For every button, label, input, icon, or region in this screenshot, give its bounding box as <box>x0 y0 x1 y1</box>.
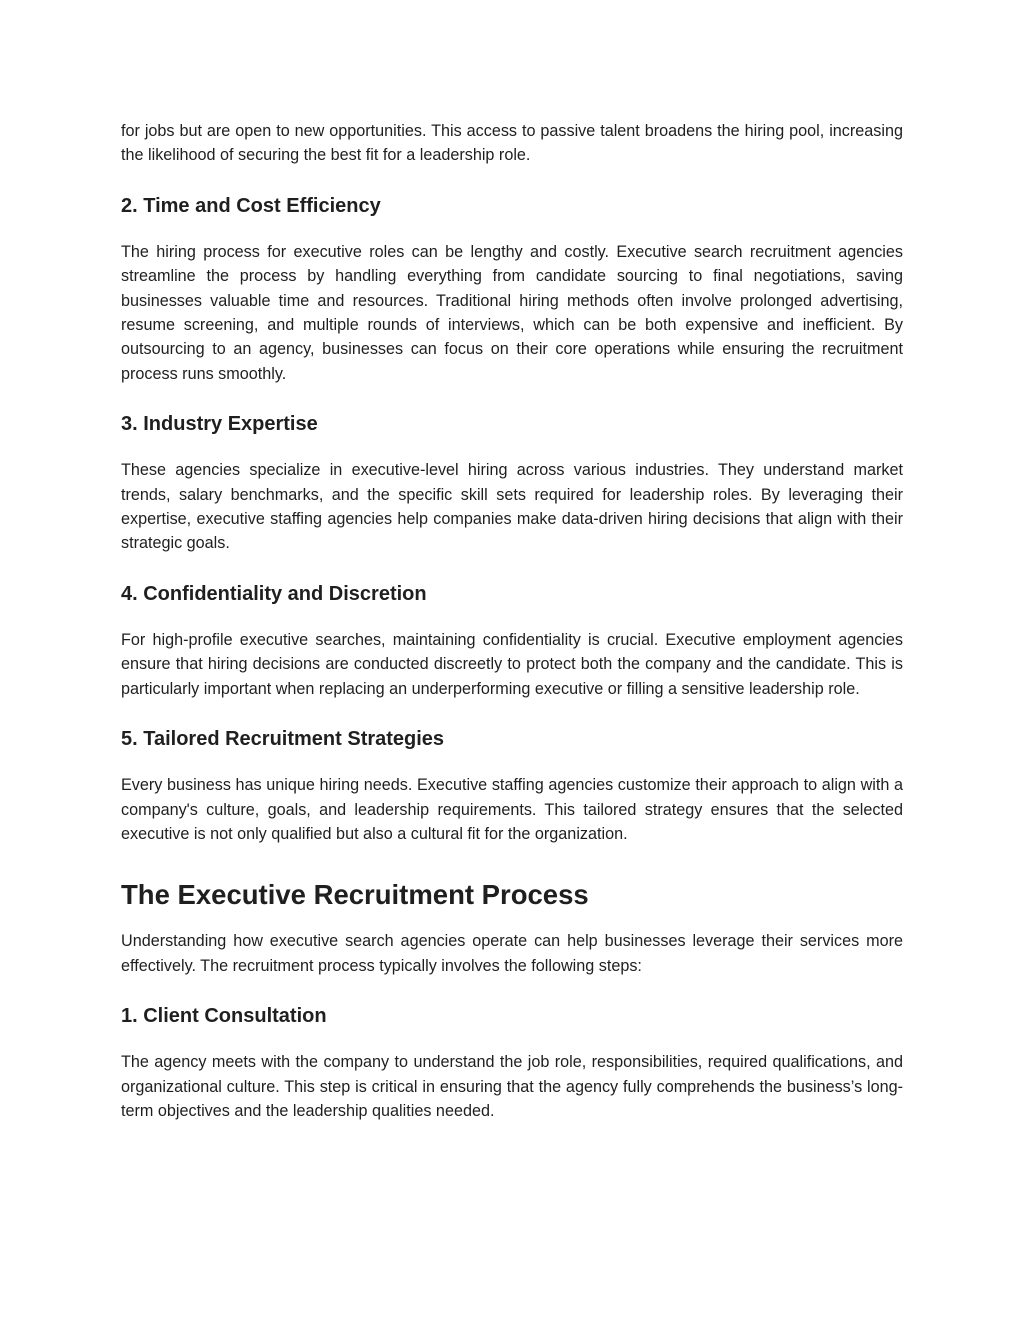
section-body-confidentiality: For high-profile executive searches, maintaining confidentiality is crucial. Executive employment agencies ensure that hiring decisions are conducted discreetly to protect both the company and the candidate. This is particularly important when replacing an underperforming executive or filling a sensitive leadership role. <box>121 630 903 698</box>
section-heading-industry-expertise: 3. Industry Expertise <box>121 413 318 436</box>
section-heading-time-cost: 2. Time and Cost Efficiency <box>121 194 381 217</box>
section-heading-confidentiality: 4. Confidentiality and Discretion <box>121 582 427 605</box>
step-body-client-consultation: The agency meets with the company to understand the job role, responsibilities, required qualifications, and organizational culture. This step is critical in ensuring that the agency fully comprehends the business’s long-term objectives and the leadership qualities needed. <box>121 1053 903 1120</box>
section-body-tailored-strategies: Every business has unique hiring needs. Executive staffing agencies customize their approach to align with a company's culture, goals, and leadership requirements. This tailored strategy ensures that the selected executive is not only qualified but also a cultural fit for the organization. <box>121 776 903 843</box>
document-page <box>121 119 903 1123</box>
section-body-industry-expertise: These agencies specialize in executive-level hiring across various industries. They understand market trends, salary benchmarks, and the specific skill sets required for leadership roles. By leveraging their expertise, executive staffing agencies help companies make data-driven hiring decisions that align with their strategic goals. <box>121 461 903 553</box>
process-title: The Executive Recruitment Process <box>121 879 589 911</box>
section-heading-tailored-strategies: 5. Tailored Recruitment Strategies <box>121 728 445 751</box>
intro-paragraph: for jobs but are open to new opportunities. This access to passive talent broadens the hiring pool, increasing the likelihood of securing the best fit for a leadership role. <box>121 122 903 165</box>
process-intro: Understanding how executive search agencies operate can help businesses leverage their services more effectively. The recruitment process typically involves the following steps: <box>121 932 903 975</box>
step-heading-client-consultation: 1. Client Consultation <box>121 1005 327 1028</box>
section-body-time-cost: The hiring process for executive roles can be lengthy and costly. Executive search recruitment agencies streamline the process by handling everything from candidate sourcing to final negotiations, saving businesses valuable time and resources. Traditional hiring methods often involve prolonged advertising, resume screening, and multiple rounds of interviews, which can be both expensive and inefficient. By outsourcing to an agency, businesses can focus on their core operations while ensuring the recruitment process runs smoothly. <box>121 242 903 383</box>
